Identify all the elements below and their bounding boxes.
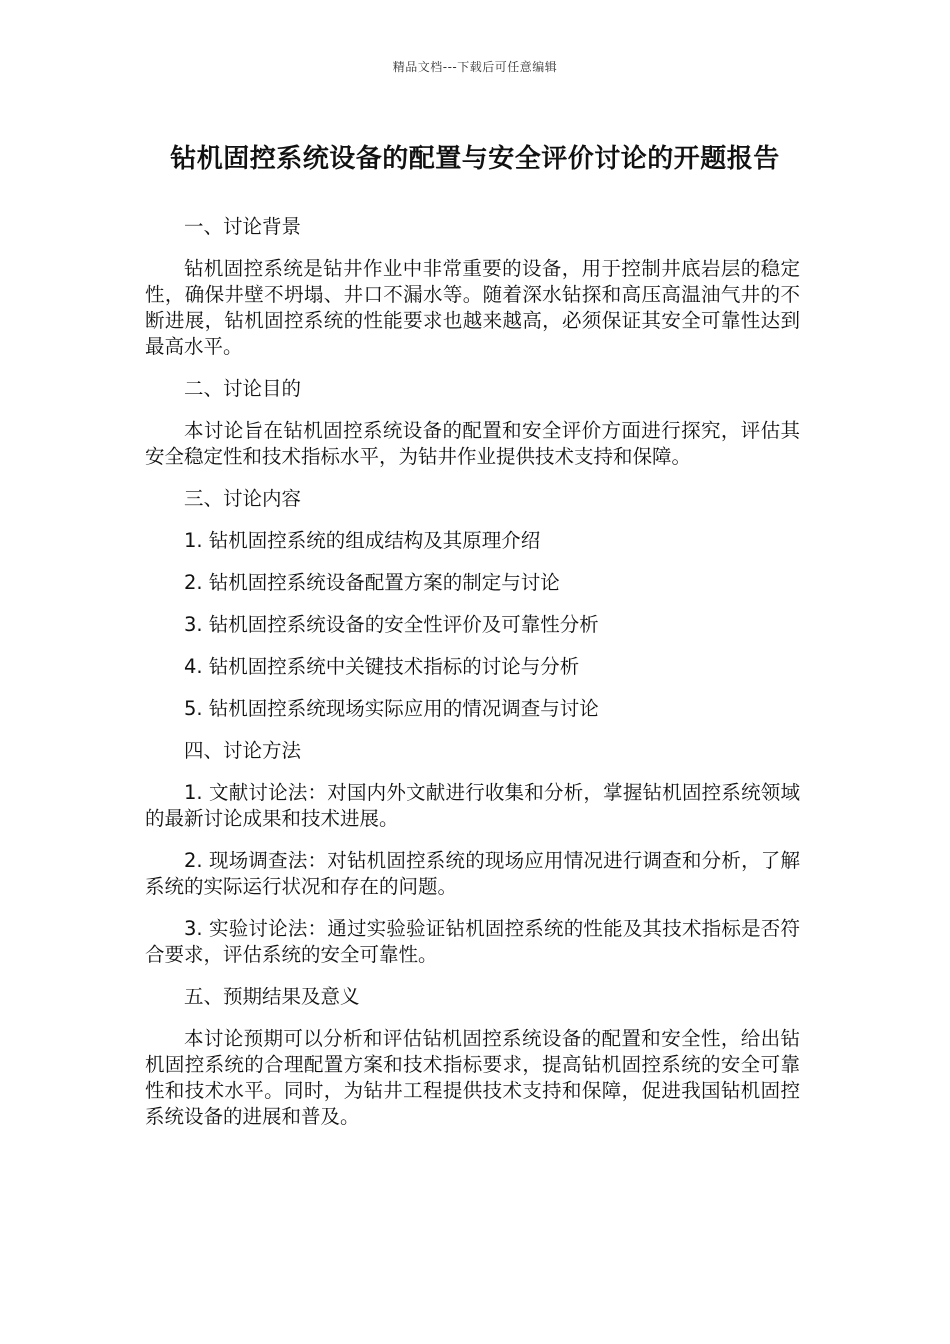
list-item-content-2: 2. 钻机固控系统设备配置方案的制定与讨论 <box>184 571 560 594</box>
list-item-content-5: 5. 钻机固控系统现场实际应用的情况调查与讨论 <box>184 697 599 720</box>
header-note: 精品文档---下载后可任意编辑 <box>392 60 558 74</box>
paragraph-purpose: 本讨论旨在钻机固控系统设备的配置和安全评价方面进行探究，评估其安全稳定性和技术指标水平，为钻井作业提供技术支持和保障。 <box>145 419 800 468</box>
document-body <box>145 214 800 1146</box>
paragraph-background: 钻机固控系统是钻井作业中非常重要的设备，用于控制井底岩层的稳定性，确保井壁不坍塌、井口不漏水等。随着深水钻探和高压高温油气井的不断进展，钻机固控系统的性能要求也越来越高，必须保证其安全可靠性达到最高水平。 <box>145 257 800 358</box>
list-item-content-4: 4. 钻机固控系统中关键技术指标的讨论与分析 <box>184 655 580 678</box>
section-heading-background: 一、讨论背景 <box>184 215 302 238</box>
section-heading-expected: 五、预期结果及意义 <box>184 985 360 1008</box>
list-item-method-3: 3. 实验讨论法：通过实验验证钻机固控系统的性能及其技术指标是否符合要求，评估系统的安全可靠性。 <box>145 917 800 966</box>
paragraph-expected: 本讨论预期可以分析和评估钻机固控系统设备的配置和安全性，给出钻机固控系统的合理配置方案和技术指标要求，提高钻机固控系统的安全可靠性和技术水平。同时，为钻井工程提供技术支持和保障，促进我国钻机固控系统设备的进展和普及。 <box>145 1027 800 1128</box>
section-heading-content: 三、讨论内容 <box>184 487 302 510</box>
list-item-method-2: 2. 现场调查法：对钻机固控系统的现场应用情况进行调查和分析，了解系统的实际运行状况和存在的问题。 <box>145 849 800 898</box>
list-item-method-1: 1. 文献讨论法：对国内外文献进行收集和分析，掌握钻机固控系统领域的最新讨论成果和技术进展。 <box>145 781 800 830</box>
document-title: 钻机固控系统设备的配置与安全评价讨论的开题报告 <box>170 144 780 174</box>
section-heading-method: 四、讨论方法 <box>184 739 302 762</box>
list-item-content-1: 1. 钻机固控系统的组成结构及其原理介绍 <box>184 529 541 552</box>
section-heading-purpose: 二、讨论目的 <box>184 377 302 400</box>
list-item-content-3: 3. 钻机固控系统设备的安全性评价及可靠性分析 <box>184 613 599 636</box>
